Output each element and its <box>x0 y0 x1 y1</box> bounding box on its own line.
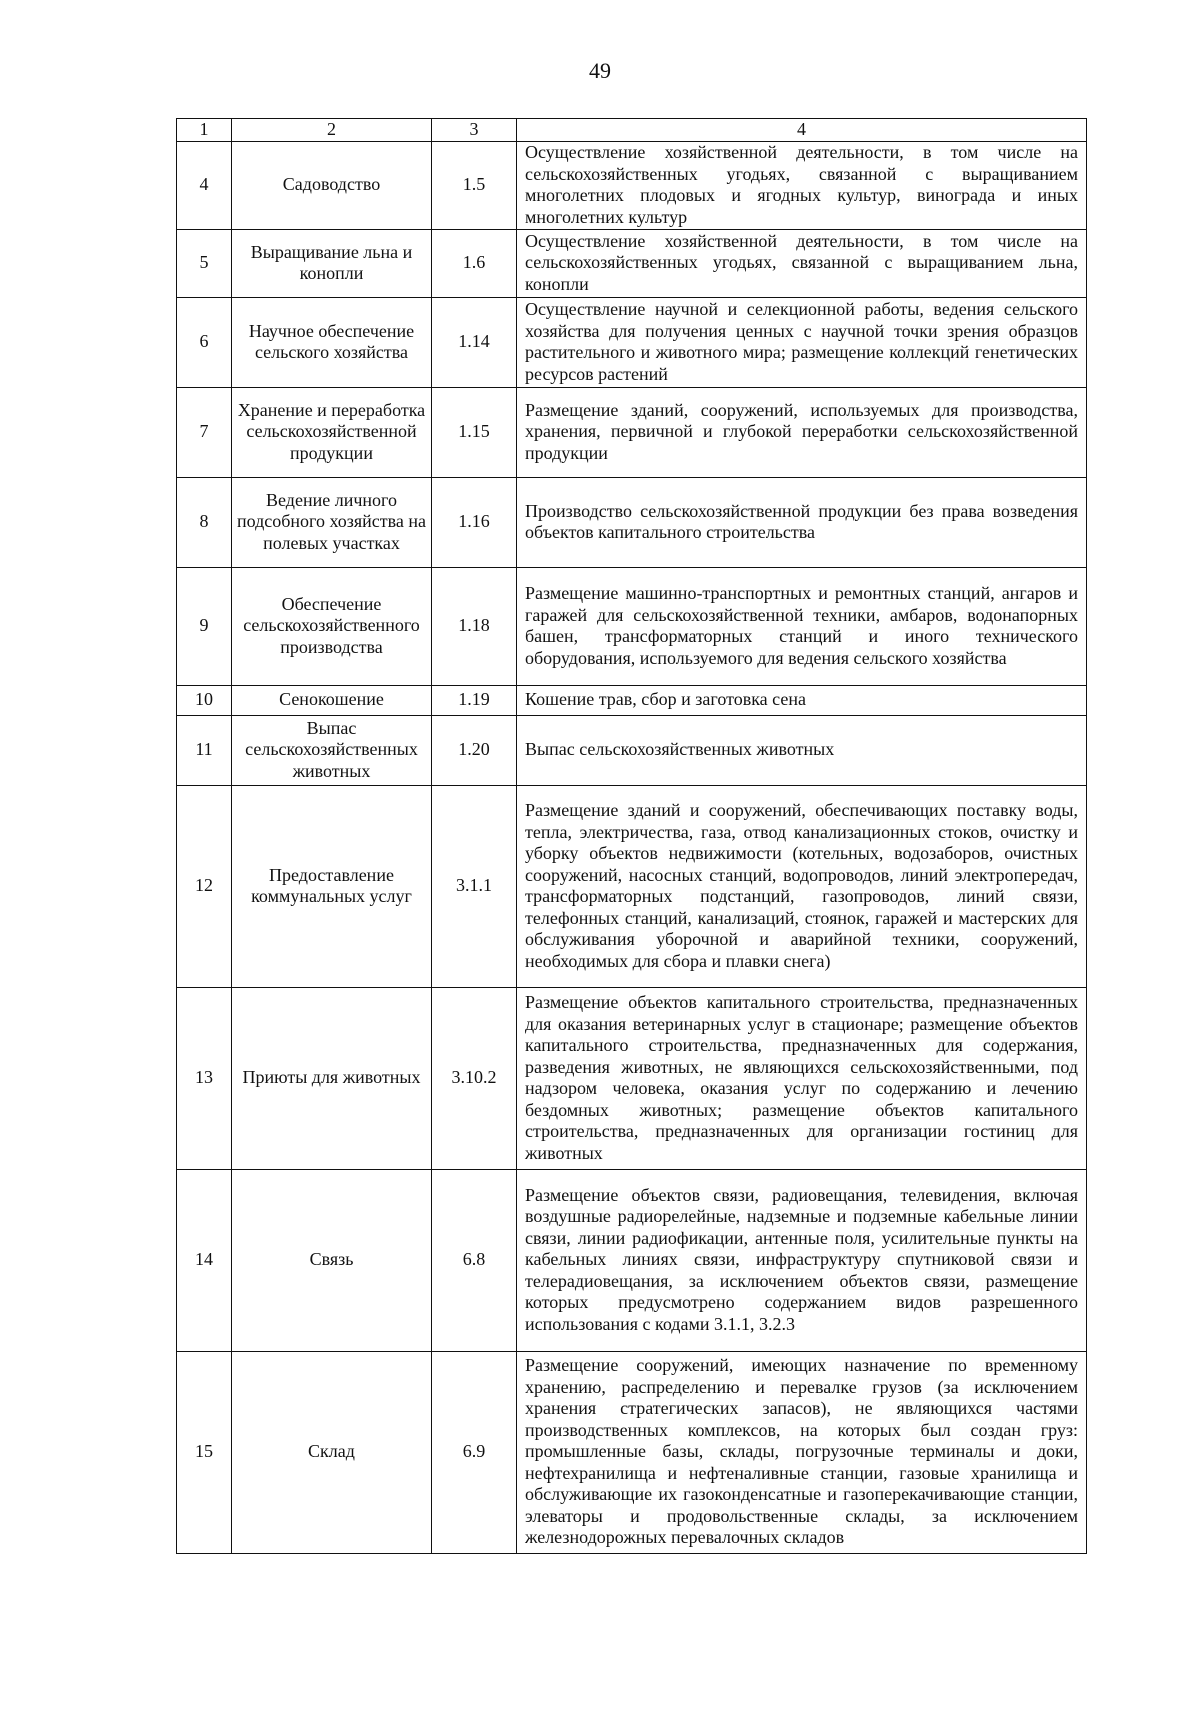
use-name: Садоводство <box>232 141 432 229</box>
use-code: 6.9 <box>432 1351 517 1553</box>
row-number: 9 <box>177 567 232 685</box>
table-row <box>177 229 1087 297</box>
table-row <box>177 141 1087 229</box>
page-number: 49 <box>589 58 611 83</box>
table-row <box>177 785 1087 987</box>
use-code: 6.8 <box>432 1169 517 1351</box>
table-row <box>177 715 1087 785</box>
use-description: Производство сельскохозяйственной продукции без права возведения объектов капитального строительства <box>517 477 1087 567</box>
table-row <box>177 685 1087 715</box>
use-name: Научное обеспечение сельского хозяйства <box>232 297 432 387</box>
header-cell-2: 2 <box>232 119 432 142</box>
use-description: Размещение машинно-транспортных и ремонтных станций, ангаров и гаражей для сельскохозяйственной техники, амбаров, водонапорных башен, трансформаторных станций и иного технического оборудования, используемого для ведения сельского хозяйства <box>517 567 1087 685</box>
land-use-table <box>176 118 1087 1554</box>
table-row <box>177 1351 1087 1553</box>
use-description: Размещение объектов капитального строительства, предназначенных для оказания ветеринарных услуг в стационаре; размещение объектов капитального строительства, предназначенных для содержания, разведения животных, не являющихся сельскохозяйственными, под надзором человека, оказания услуг по содержанию и лечению бездомных животных; размещение объектов капитального строительства, предназначенных для организации гостиниц для животных <box>517 987 1087 1169</box>
row-number: 4 <box>177 141 232 229</box>
use-description: Размещение зданий и сооружений, обеспечивающих поставку воды, тепла, электричества, газа, отвод канализационных стоков, очистку и уборку объектов недвижимости (котельных, водозаборов, очистных сооружений, насосных станций, водопроводов, линий электропередач, трансформаторных подстанций, газопроводов, линий связи, телефонных станций, канализаций, стоянок, гаражей и мастерских для обслуживания уборочной и аварийной техники, сооружений, необходимых для сбора и плавки снега) <box>517 785 1087 987</box>
use-name: Обеспечение сельскохозяйственного производства <box>232 567 432 685</box>
table-row <box>177 567 1087 685</box>
use-description: Осуществление хозяйственной деятельности, в том числе на сельскохозяйственных угодьях, связанной с выращиванием многолетних плодовых и ягодных культур, винограда и иных многолетних культур <box>517 141 1087 229</box>
use-name: Приюты для животных <box>232 987 432 1169</box>
row-number: 8 <box>177 477 232 567</box>
use-code: 1.19 <box>432 685 517 715</box>
row-number: 14 <box>177 1169 232 1351</box>
use-name: Выращивание льна и конопли <box>232 229 432 297</box>
use-description: Выпас сельскохозяйственных животных <box>517 715 1087 785</box>
row-number: 12 <box>177 785 232 987</box>
table-row <box>177 1169 1087 1351</box>
use-code: 1.18 <box>432 567 517 685</box>
use-code: 1.5 <box>432 141 517 229</box>
header-cell-4: 4 <box>517 119 1087 142</box>
use-description: Размещение зданий, сооружений, используемых для производства, хранения, первичной и глубокой переработки сельскохозяйственной продукции <box>517 387 1087 477</box>
table-row <box>177 297 1087 387</box>
table-header-row <box>177 119 1087 142</box>
use-name: Связь <box>232 1169 432 1351</box>
header-cell-1: 1 <box>177 119 232 142</box>
row-number: 6 <box>177 297 232 387</box>
table-row <box>177 477 1087 567</box>
use-description: Кошение трав, сбор и заготовка сена <box>517 685 1087 715</box>
use-name: Сенокошение <box>232 685 432 715</box>
use-code: 1.14 <box>432 297 517 387</box>
row-number: 15 <box>177 1351 232 1553</box>
use-code: 1.20 <box>432 715 517 785</box>
use-name: Предоставление коммунальных услуг <box>232 785 432 987</box>
use-description: Размещение сооружений, имеющих назначение по временному хранению, распределению и перевалке грузов (за исключением хранения стратегических запасов), не являющихся частями производственных комплексов, на которых был создан груз: промышленные базы, склады, погрузочные терминалы и доки, нефтехранилища и нефтеналивные станции, газовые хранилища и обслуживающие их газоконденсатные и газоперекачивающие станции, элеваторы и продовольственные склады, за исключением железнодорожных перевалочных складов <box>517 1351 1087 1553</box>
use-code: 1.6 <box>432 229 517 297</box>
row-number: 11 <box>177 715 232 785</box>
header-cell-3: 3 <box>432 119 517 142</box>
use-description: Размещение объектов связи, радиовещания, телевидения, включая воздушные радиорелейные, надземные и подземные кабельные линии связи, линии радиофикации, антенные поля, усилительные пункты на кабельных линиях связи, инфраструктуру спутниковой связи и телерадиовещания, за исключением объектов связи, размещение которых предусмотрено содержанием видов разрешенного использования с кодами 3.1.1, 3.2.3 <box>517 1169 1087 1351</box>
use-name: Выпас сельскохозяйственных животных <box>232 715 432 785</box>
use-code: 1.16 <box>432 477 517 567</box>
use-name: Хранение и переработка сельскохозяйственной продукции <box>232 387 432 477</box>
use-code: 3.1.1 <box>432 785 517 987</box>
row-number: 7 <box>177 387 232 477</box>
use-code: 1.15 <box>432 387 517 477</box>
use-name: Ведение личного подсобного хозяйства на полевых участках <box>232 477 432 567</box>
use-description: Осуществление хозяйственной деятельности, в том числе на сельскохозяйственных угодьях, связанной с выращиванием льна, конопли <box>517 229 1087 297</box>
table-row <box>177 987 1087 1169</box>
row-number: 13 <box>177 987 232 1169</box>
table-row <box>177 387 1087 477</box>
use-name: Склад <box>232 1351 432 1553</box>
use-code: 3.10.2 <box>432 987 517 1169</box>
row-number: 10 <box>177 685 232 715</box>
row-number: 5 <box>177 229 232 297</box>
use-description: Осуществление научной и селекционной работы, ведения сельского хозяйства для получения ценных с научной точки зрения образцов растительного и животного мира; размещение коллекций генетических ресурсов растений <box>517 297 1087 387</box>
